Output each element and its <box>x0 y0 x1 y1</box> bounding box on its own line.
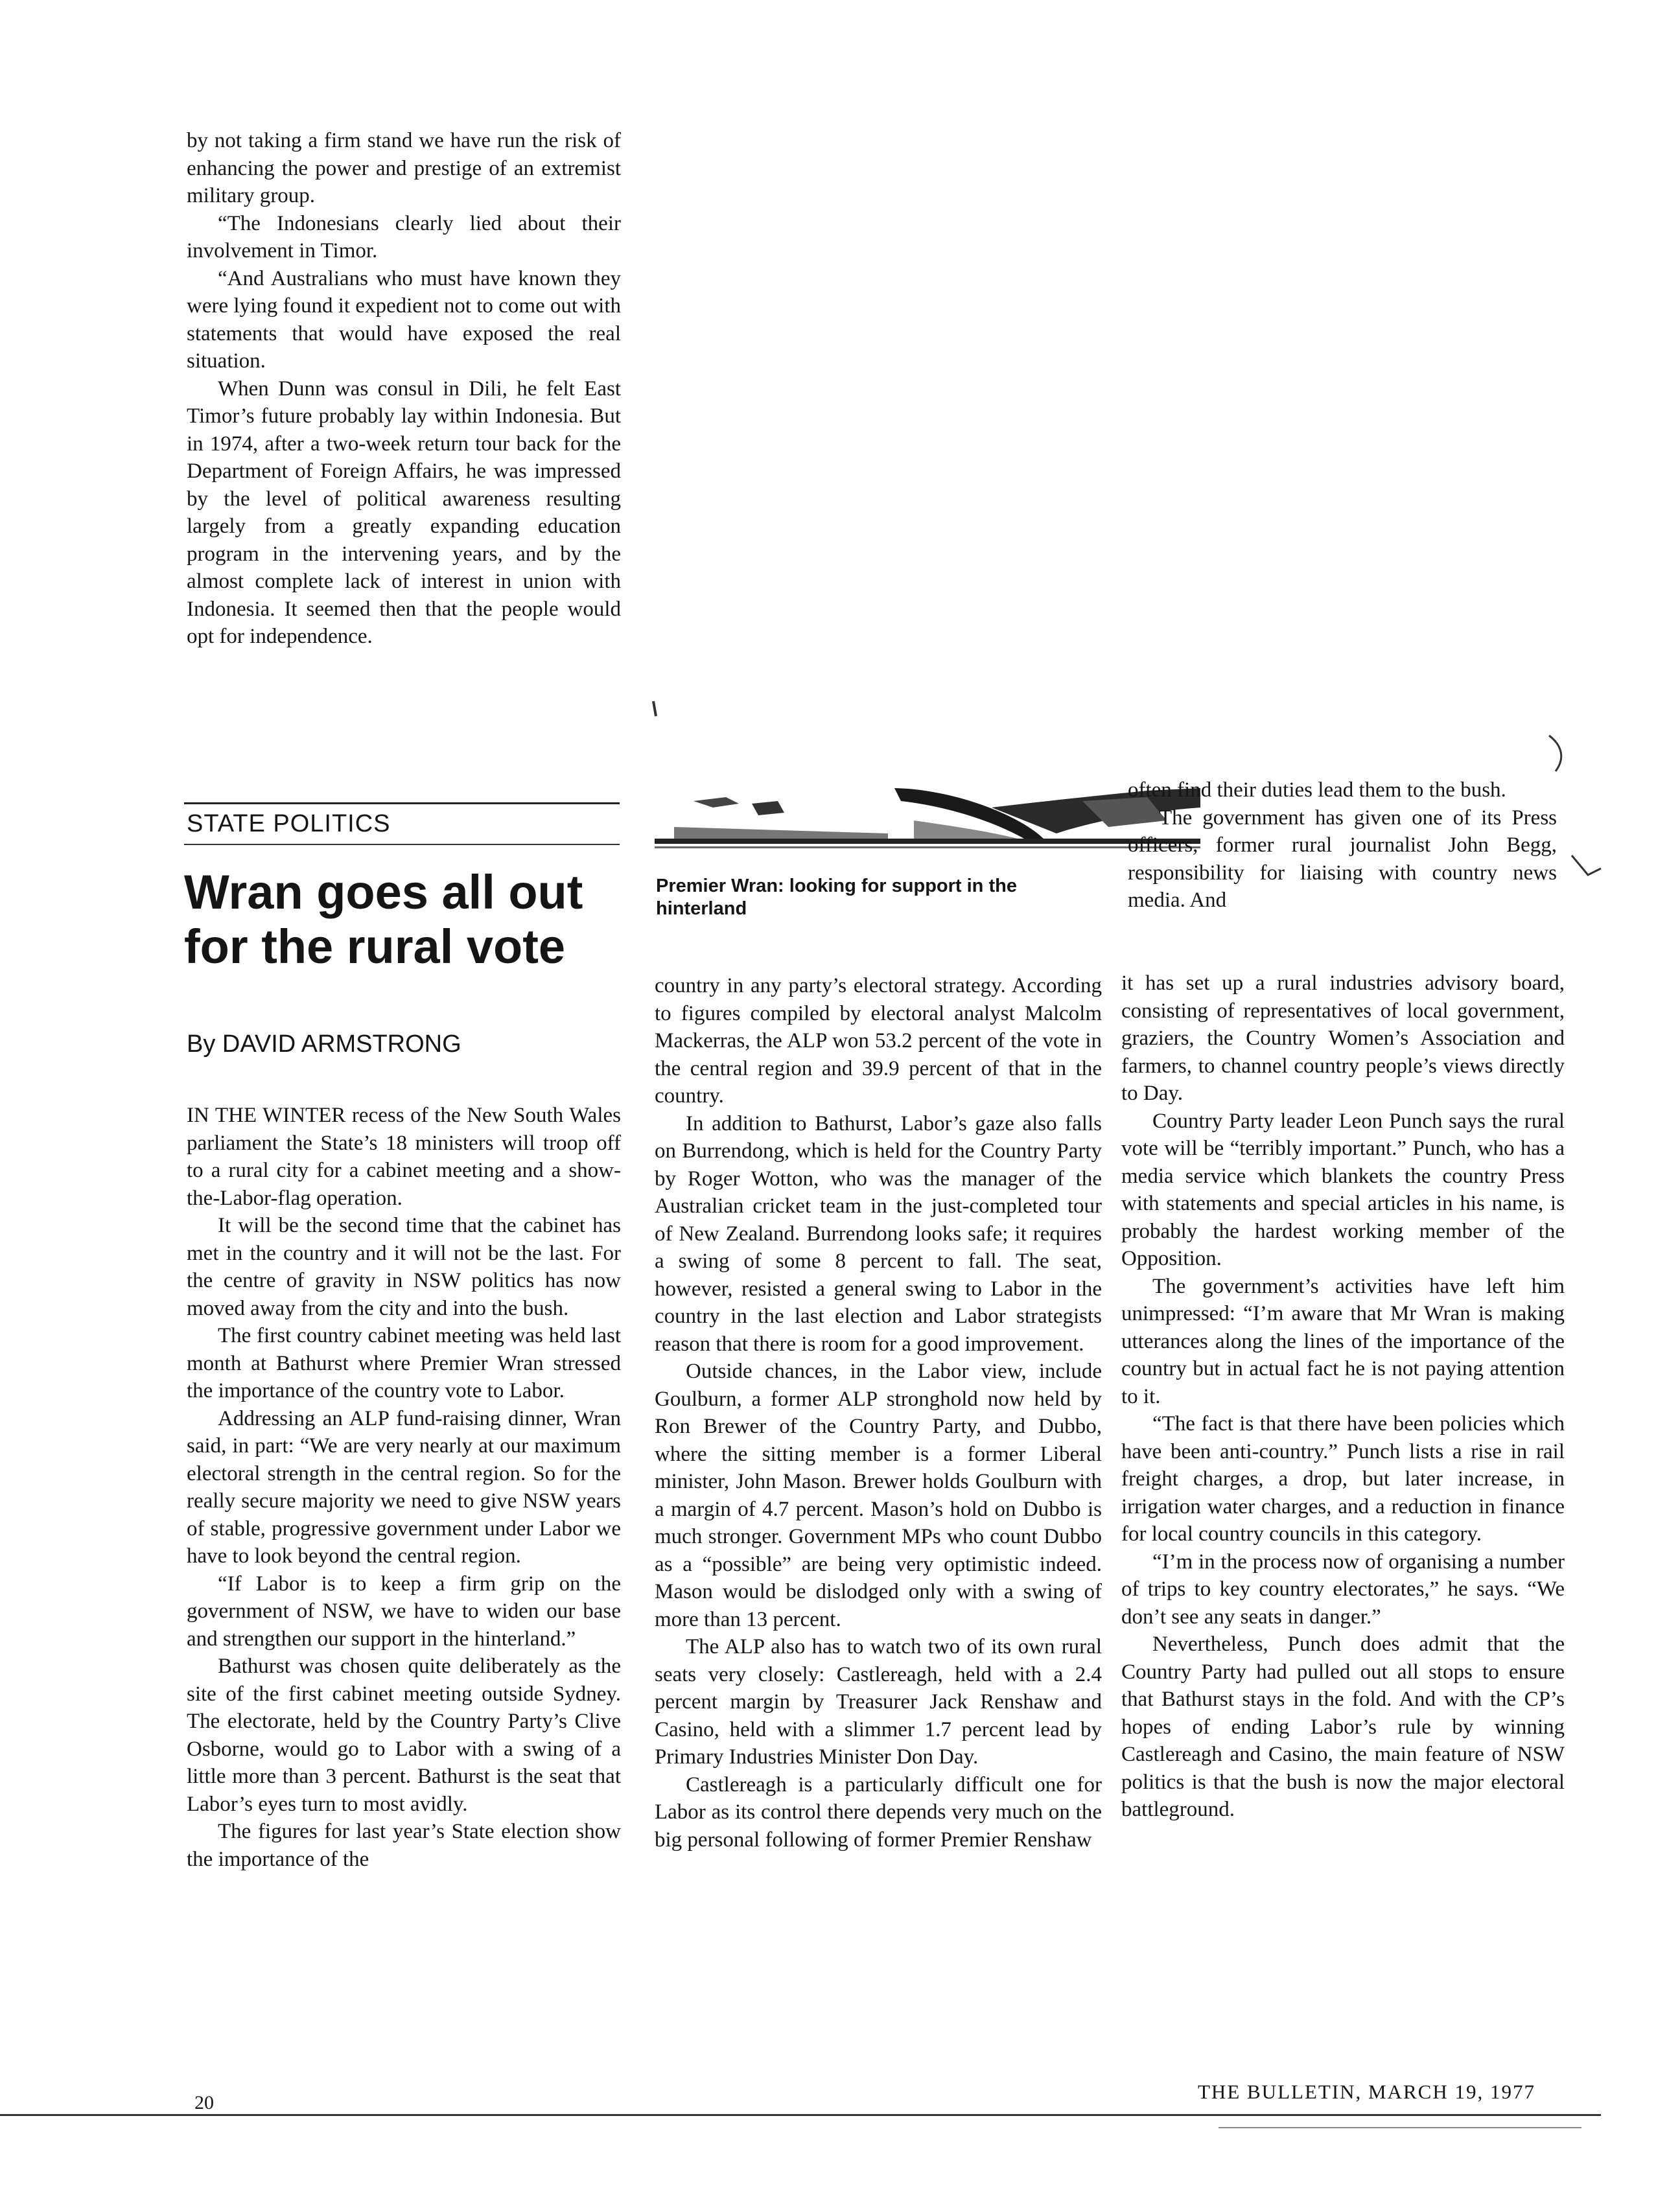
article-paragraph: Country Party leader Leon Punch says the rural vote will be “terribly important.” Punch, who has a media service which blankets the country Press with statements and special articles in his name, is probably the hardest working member of the Opposition. <box>1121 1109 1565 1270</box>
article-paragraph: Outside chances, in the Labor view, include Goulburn, a former ALP stronghold now held by Ron Brewer of the Country Party, and Dubbo, where the sitting member is a former Liberal minister, John Mason. Brewer holds Goulburn with a margin of 4.7 percent. Mason’s hold on Dubbo is much stronger. Government MPs who count Dubbo as a “possible” are being very optimistic indeed. Mason would be dislodged only with a swing of more than 13 percent. <box>655 1360 1102 1631</box>
photo-caption: Premier Wran: looking for support in the hinterland <box>656 876 1017 919</box>
article-paragraph: Bathurst was chosen quite deliberately as the site of the first cabinet meeting outside Sydney. The electorate, held by the Country Party’s Clive Osborne, would go to Labor with a swing of a little more than 3 percent. Bathurst is the seat that Labor’s eyes turn to most avidly. <box>187 1655 621 1816</box>
article-paragraph: The government has given one of its Press officers, former rural journalist John Begg, responsibility for liaising with country news media. And <box>1128 806 1557 912</box>
footer-rule <box>0 2114 1601 2116</box>
photo-premier-wran <box>655 782 1200 854</box>
footer-rule-secondary <box>1219 2127 1581 2128</box>
article-column-right-top <box>1128 776 1557 914</box>
article-column-middle <box>655 972 1102 1854</box>
article-column-left <box>187 1102 621 1873</box>
article-paragraph: country in any party’s electoral strategy. According to figures compiled by electoral analyst Malcolm Mackerras, the ALP won 53.2 percent of the vote in the central region and 39.9 percent of that in the country. <box>655 974 1102 1108</box>
scan-mark-bracket <box>1543 732 1581 784</box>
intro-paragraph: When Dunn was consul in Dili, he felt East Timor’s future probably lay within Indonesia. But in 1974, after a two-week return tour back for the Department of Foreign Affairs, he was impressed by the level of political awareness resulting largely from a greatly expanding education program in the intervening years, and by the almost complete lack of interest in union with Indonesia. It seemed then that the people would opt for independence. <box>187 377 621 648</box>
intro-column <box>187 127 621 651</box>
article-paragraph: The government’s activities have left him unimpressed: “I’m aware that Mr Wran is making utterances along the lines of the importance of the country but in actual fact he is not paying attention to it. <box>1121 1274 1565 1408</box>
article-paragraph: often find their duties lead them to the bush. <box>1128 778 1506 802</box>
article-paragraph: Nevertheless, Punch does admit that the Country Party had pulled out all stops to ensure that Bathurst stays in the fold. And with the CP’s hopes of ending Labor’s rule by winning Castlereagh and Casino, the main feature of NSW politics is that the bush is now the major electoral battleground. <box>1121 1633 1565 1821</box>
article-paragraph: It will be the second time that the cabinet has met in the country and it will not be the last. For the centre of gravity in NSW politics has now moved away from the city and into the bush. <box>187 1214 621 1320</box>
intro-paragraph: by not taking a firm stand we have run the risk of enhancing the power and prestige of an extremist military group. <box>187 129 621 207</box>
section-rule-bottom <box>184 844 620 845</box>
article-paragraph: Addressing an ALP fund-raising dinner, Wran said, in part: “We are very nearly at our maximum electoral strength in the central region. So for the really secure majority we need to give NSW years of stable, progressive government under Labor we have to look beyond the central region. <box>187 1406 621 1568</box>
section-rule <box>184 802 620 804</box>
article-paragraph: Castlereagh is a particularly difficult one for Labor as its control there depends very much on the big personal following of former Premier Renshaw <box>655 1773 1102 1852</box>
article-column-right <box>1121 970 1565 1824</box>
byline: By DAVID ARMSTRONG <box>187 1030 461 1058</box>
article-paragraph: IN THE WINTER recess of the New South Wales parliament the State’s 18 ministers will troop off to a rural city for a cabinet meeting and a show-the-Labor-flag operation. <box>187 1104 621 1210</box>
article-paragraph: The figures for last year’s State election show the importance of the <box>187 1820 621 1871</box>
section-label: STATE POLITICS <box>187 810 391 837</box>
article-paragraph: “I’m in the process now of organising a number of trips to key country electorates,” he says. “We don’t see any seats in danger.” <box>1121 1550 1565 1629</box>
article-paragraph: “The fact is that there have been policies which have been anti-country.” Punch lists a rise in rail freight charges, a drop, but later increase, in irrigation water charges, and a reduction in finance for local country councils in this category. <box>1121 1412 1565 1546</box>
page-number: 20 <box>194 2092 214 2113</box>
article-paragraph: In addition to Bathurst, Labor’s gaze also falls on Burrendong, which is held for the Country Party by Roger Wotton, who was the manager of the Australian cricket team in the just-completed tour of New Zealand. Burrendong looks safe; it requires a swing of some 8 percent to fall. The seat, however, resisted a general swing to Labor in the country in the last election and Labor strategists reason that there is room for a good improvement. <box>655 1111 1102 1356</box>
intro-paragraph: “The Indonesians clearly lied about their involvement in Timor. <box>187 211 621 262</box>
article-paragraph: it has set up a rural industries advisory board, consisting of representatives of local government, graziers, the Country Women’s Association and farmers, to channel country people’s views directly to Day. <box>1121 971 1565 1105</box>
article-paragraph: The ALP also has to watch two of its own rural seats very closely: Castlereagh, held with a 2.4 percent margin by Treasurer Jack Renshaw and Casino, held with a slimmer 1.7 percent lead by Primary Industries Minister Don Day. <box>655 1635 1102 1769</box>
intro-paragraph: “And Australians who must have known they were lying found it expedient not to come out with statements that would have exposed the real situation. <box>187 266 621 373</box>
publication-footer: THE BULLETIN, MARCH 19, 1977 <box>1198 2080 1535 2103</box>
scan-mark-tick <box>1569 849 1607 888</box>
photo-image <box>655 782 1200 854</box>
headline: Wran goes all out for the rural vote <box>184 865 583 973</box>
scan-mark-dot <box>648 700 661 719</box>
article-paragraph: The first country cabinet meeting was held last month at Bathurst where Premier Wran stressed the importance of the country vote to Labor. <box>187 1324 621 1402</box>
article-paragraph: “If Labor is to keep a firm grip on the government of NSW, we have to widen our base and strengthen our support in the hinterland.” <box>187 1572 621 1651</box>
